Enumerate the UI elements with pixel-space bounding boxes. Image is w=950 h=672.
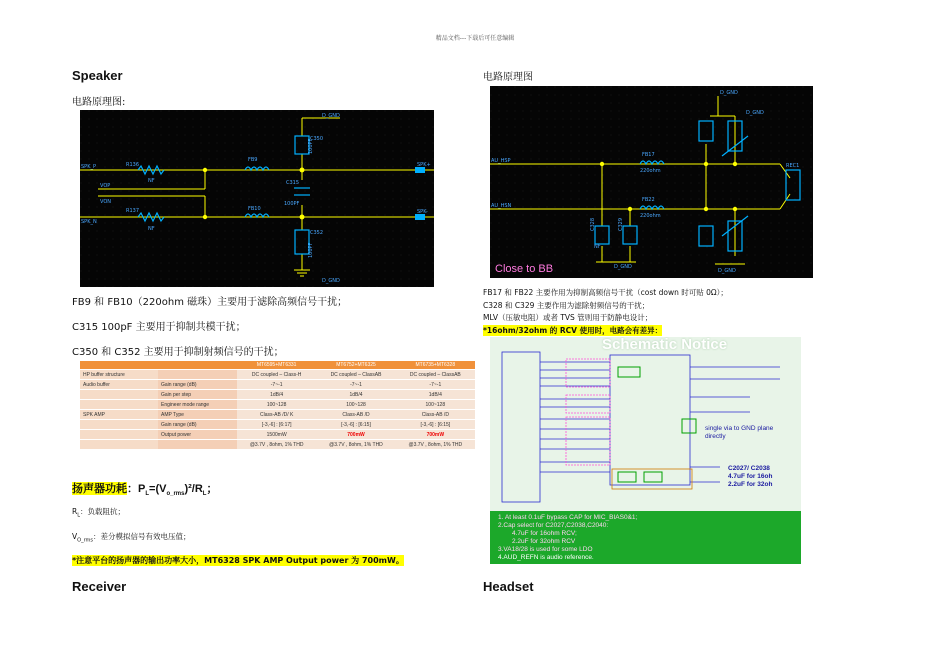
notice-note-3: 4.7uF for 16ohm RCV;	[512, 530, 577, 537]
rec1-label: REC1	[786, 163, 800, 169]
header-note: 精品文档---下载后可任意编辑	[435, 35, 515, 42]
notice-cap-32: 2.2uF for 32oh	[728, 481, 773, 488]
table-cell: [-3,-6] : [6:15]	[396, 420, 475, 430]
table-cell: 100~128	[316, 400, 395, 410]
d-gnd-2-label: D_GND	[746, 110, 764, 116]
notice-title: Schematic Notice	[602, 337, 728, 353]
schematic-notice	[490, 337, 801, 564]
fb22-value: 220ohm	[640, 213, 661, 219]
table-cell: 100~128	[396, 400, 475, 410]
table-cell: 100~128	[237, 400, 316, 410]
table-cell: 1500mW	[237, 430, 316, 440]
table-cell: 1dB/4	[237, 390, 316, 400]
spk-n-label: SPK_N	[81, 219, 97, 225]
table-cell: Output power	[158, 430, 237, 440]
right-schematic-heading: 电路原理图	[483, 72, 533, 83]
power-formula-line	[72, 480, 217, 497]
speaker-schematic	[80, 110, 434, 287]
notice-cap-select	[728, 465, 772, 489]
table-row	[80, 370, 475, 380]
table-row	[80, 430, 475, 440]
r137-label: R137	[126, 208, 140, 214]
speaker-warning: *注意平台的扬声器的输出功率大小，MT6328 SPK AMP Output power 为 700mW。	[72, 556, 404, 565]
table-cell: Gain range (dB)	[158, 420, 237, 430]
notice-note-4: 2.2uF for 32ohm RCV	[512, 538, 576, 545]
spk-p-label: SPK_P	[81, 164, 96, 170]
notice-side-note: single via to GND plane directly	[705, 425, 774, 440]
para-fb: FB9 和 FB10（220ohm 磁珠）主要用于滤除高频信号干扰；	[72, 297, 348, 308]
table-cell: DC coupled – ClassAB	[396, 370, 475, 380]
table-cell: HP buffer structure	[80, 370, 158, 380]
table-cell: -7~-1	[237, 380, 316, 390]
table-cell	[80, 400, 158, 410]
table-cell: Gain per step	[158, 390, 237, 400]
table-cell: Gain range (dB)	[158, 380, 237, 390]
c350-value: 100PF	[308, 138, 314, 154]
table-header-cell: MT6595+MT6331	[237, 361, 316, 370]
receiver-title: Receiver	[72, 579, 127, 594]
table-cell	[80, 420, 158, 430]
power-formula: ：$P_L=(V_{o\_rms})^2/R_L$；	[127, 483, 218, 498]
nf1-label: NF	[148, 178, 155, 184]
au-hsp-label: AU_HSP	[491, 158, 511, 164]
table-cell: @3.7V , 8ohm, 1% THD	[237, 440, 316, 450]
d-gnd-top-label: D_GND	[322, 113, 340, 119]
table-cell: [-3,-6] : [6:17]	[237, 420, 316, 430]
fb9-label: FB9	[248, 157, 258, 163]
spk-minus-label: SPK-	[417, 209, 428, 215]
table-cell: 700mW	[316, 430, 395, 440]
speaker-title: Speaker	[72, 68, 123, 83]
receiver-schematic	[490, 86, 813, 278]
fb10-label: FB10	[248, 206, 261, 212]
nf-label: NF	[594, 244, 601, 250]
table-cell: AMP Type	[158, 410, 237, 420]
von-label: VON	[100, 199, 112, 205]
close-to-bb-label: Close to BB	[495, 263, 554, 275]
amp-table	[80, 361, 475, 450]
spk-plus-label: SPK+	[417, 162, 431, 168]
table-row	[80, 410, 475, 420]
c350-label: C350	[310, 136, 324, 142]
d-gnd-bottom-label: D_GND	[322, 278, 340, 284]
table-row	[80, 400, 475, 410]
table-header-cell	[80, 361, 158, 370]
headset-title: Headset	[483, 579, 534, 594]
table-cell: SPK AMP	[80, 410, 158, 420]
table-header-cell: MT6752+MT6325	[316, 361, 395, 370]
para-c315: C315 100pF 主要用于抑制共模干扰；	[72, 322, 246, 333]
notice-notes	[490, 511, 801, 564]
table-cell: Engineer mode range	[158, 400, 237, 410]
receiver-note-2: C328 和 C329 主要作用为滤除射频信号的干扰；	[483, 301, 650, 310]
table-row	[80, 440, 475, 450]
d-gnd-1-label: D_GND	[720, 90, 738, 96]
c329-label: C329	[618, 217, 624, 231]
left-schematic-heading: 电路原理图:	[72, 97, 126, 108]
table-cell	[158, 370, 237, 380]
table-cell: 700mW	[396, 430, 475, 440]
table-cell	[80, 430, 158, 440]
table-row	[80, 390, 475, 400]
au-hsn-label: AU_HSN	[491, 203, 512, 209]
table-cell: Class-AB /D	[396, 410, 475, 420]
notice-note-6: 4.AUD_REFN is audio reference.	[498, 554, 594, 561]
receiver-warning: *16ohm/32ohm 的 RCV 使用时，电路会有差异：	[483, 326, 663, 335]
table-cell	[80, 390, 158, 400]
receiver-note-3: MLV（压敏电阻）或者 TVS 管则用于防静电设计；	[483, 313, 653, 322]
notice-note-2: 2.Cap select for C2027,C2038,C2040:	[498, 522, 609, 529]
d-gnd-3-label: D_GND	[614, 264, 632, 270]
vo-definition: $V_{O\_rms}$：差分模拟信号有效电压值；	[72, 532, 191, 544]
fb17-value: 220ohm	[640, 168, 661, 174]
d-gnd-4-label: D_GND	[718, 268, 736, 274]
c352-label: C352	[310, 230, 324, 236]
fb17-label: FB17	[642, 152, 655, 158]
table-cell	[80, 440, 158, 450]
table-cell: 1dB/4	[316, 390, 395, 400]
table-header-cell: MT6735+MT6328	[396, 361, 475, 370]
table-cell: -7~-1	[316, 380, 395, 390]
table-row	[80, 420, 475, 430]
table-header-cell	[158, 361, 237, 370]
table-cell: [-3,-6] : [6:15]	[316, 420, 395, 430]
table-cell: DC coupled – ClassAB	[316, 370, 395, 380]
nf2-label: NF	[148, 226, 155, 232]
receiver-note-1: FB17 和 FB22 主要作用为抑制高频信号干扰（cost down 时可贴 0Ω）；	[483, 288, 728, 297]
table-cell: @3.7V , 8ohm, 1% THD	[316, 440, 395, 450]
table-cell: Audio buffer	[80, 380, 158, 390]
table-row	[80, 380, 475, 390]
c352-value: 100PF	[308, 242, 314, 258]
c328-label: C328	[590, 217, 596, 231]
table-cell: DC coupled – Class-H	[237, 370, 316, 380]
c315-value: 100PF	[284, 201, 300, 207]
table-cell: @3.7V , 8ohm, 1% THD	[396, 440, 475, 450]
r136-label: R136	[126, 162, 140, 168]
table-cell: Class-AB /D	[316, 410, 395, 420]
rl-definition: $R_L$：负载阻抗；	[72, 507, 126, 519]
notice-cap-16: 4.7uF for 16oh	[728, 473, 773, 480]
c315-label: C315	[286, 180, 300, 186]
notice-cap-title: C2027/ C2038	[728, 465, 770, 472]
table-cell	[158, 440, 237, 450]
power-label: 扬声器功耗	[72, 482, 127, 495]
vop-label: VOP	[100, 183, 111, 189]
para-c350: C350 和 C352 主要用于抑制射频信号的干扰；	[72, 347, 284, 358]
notice-note-1: 1. At least 0.1uF bypass CAP for MIC_BIAS0&1;	[498, 514, 638, 521]
notice-note-5: 3.VA18/28 is used for some LDO	[498, 546, 593, 553]
fb22-label: FB22	[642, 197, 655, 203]
table-cell: -7~-1	[396, 380, 475, 390]
table-cell: 1dB/4	[396, 390, 475, 400]
table-cell: Class-AB /D/ K	[237, 410, 316, 420]
